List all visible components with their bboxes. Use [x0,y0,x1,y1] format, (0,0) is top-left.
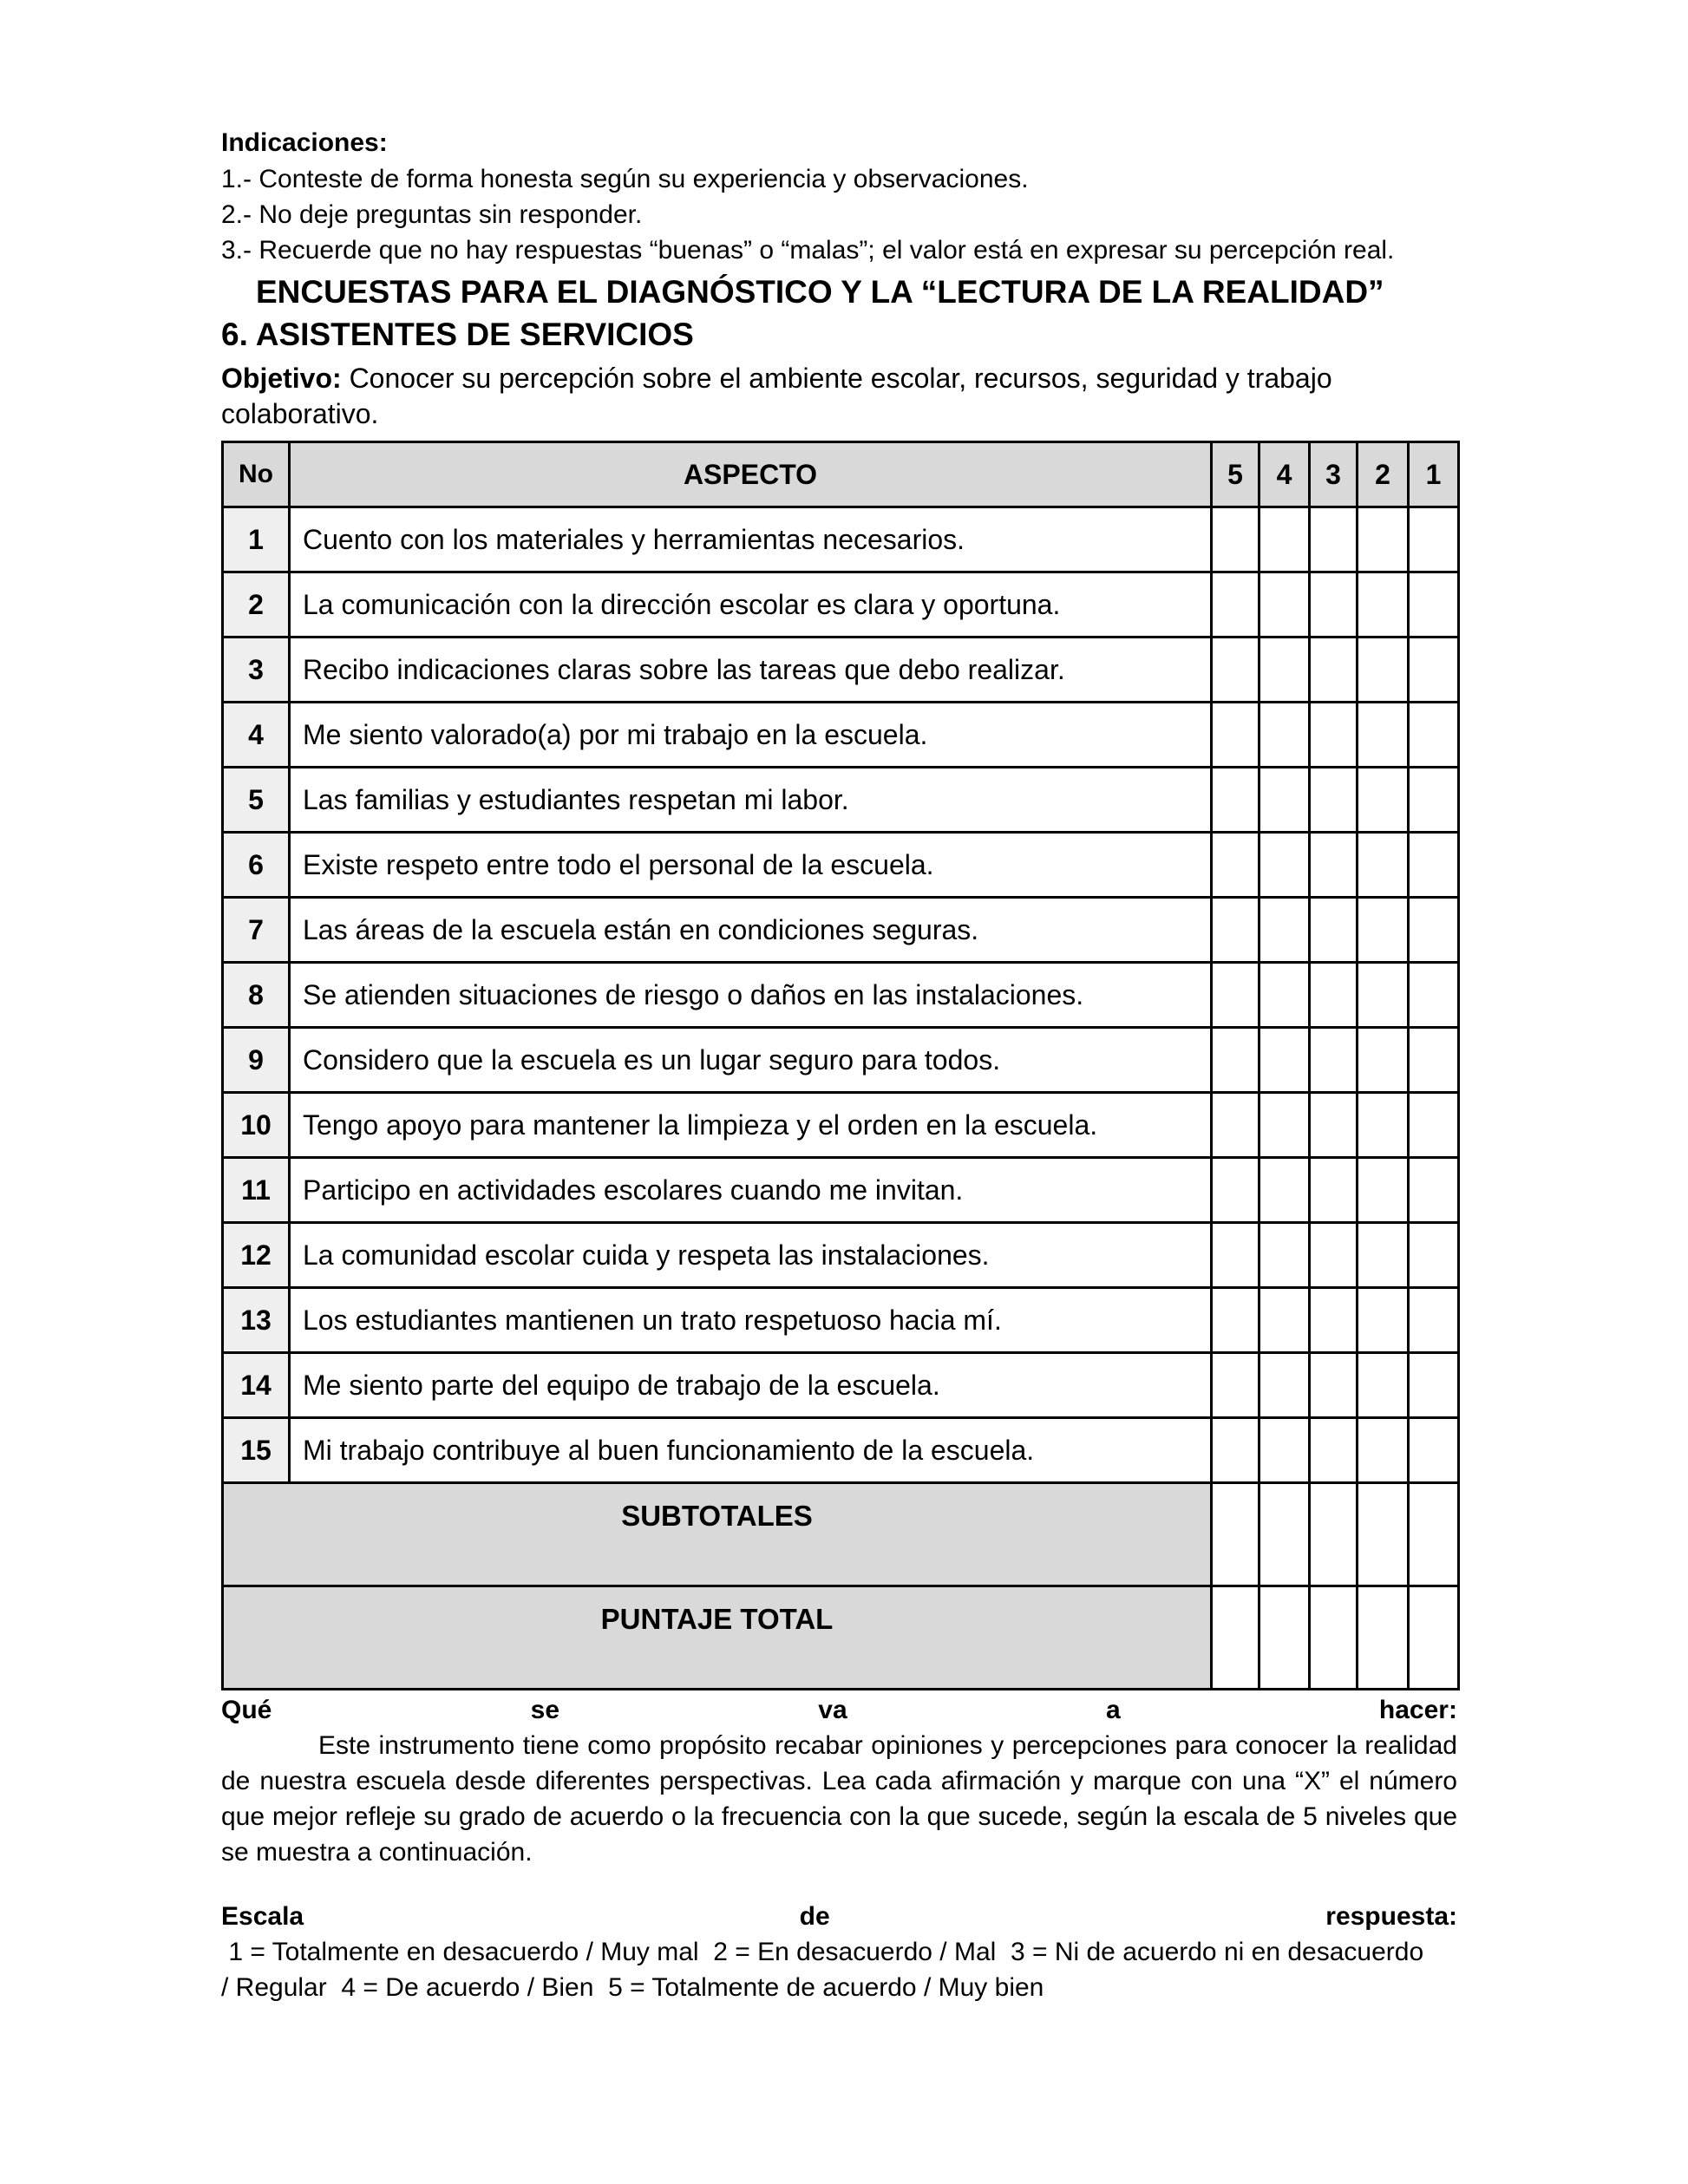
score-cell-3[interactable] [1310,768,1358,833]
table-row [223,1353,1459,1418]
what-to-do-heading [221,1696,1457,1725]
table-header-row [223,442,1459,507]
score-cell-3[interactable] [1310,1028,1358,1093]
subtotal-cell-2[interactable] [1358,1483,1409,1586]
row-aspect: Considero que la escuela es un lugar seguro para todos. [290,1028,1212,1093]
score-cell-5[interactable] [1212,1158,1259,1223]
score-cell-2[interactable] [1358,1093,1409,1158]
score-cell-5[interactable] [1212,1223,1259,1288]
score-cell-2[interactable] [1358,1158,1409,1223]
row-aspect: Mi trabajo contribuye al buen funcionamiento de la escuela. [290,1418,1212,1483]
score-cell-3[interactable] [1310,507,1358,572]
score-cell-3[interactable] [1310,638,1358,703]
table-row [223,1418,1459,1483]
score-cell-3[interactable] [1310,1418,1358,1483]
row-number: 5 [223,768,290,833]
subtotal-cell-4[interactable] [1259,1483,1310,1586]
table-row [223,703,1459,768]
header-score-5: 5 [1212,442,1259,507]
total-cell-2[interactable] [1358,1586,1409,1690]
score-cell-5[interactable] [1212,1418,1259,1483]
score-cell-1[interactable] [1409,1288,1459,1353]
heading-word: respuesta: [1325,1902,1457,1931]
score-cell-5[interactable] [1212,898,1259,963]
row-number: 11 [223,1158,290,1223]
header-score-4: 4 [1259,442,1310,507]
instructions-heading: Indicaciones: [221,128,388,157]
score-cell-1[interactable] [1409,1093,1459,1158]
subtotals-label: SUBTOTALES [223,1483,1212,1586]
score-cell-4[interactable] [1259,1288,1310,1353]
header-score-3: 3 [1310,442,1358,507]
score-cell-3[interactable] [1310,898,1358,963]
row-aspect: Las áreas de la escuela están en condiciones seguras. [290,898,1212,963]
score-cell-5[interactable] [1212,1093,1259,1158]
subtotals-row [223,1483,1459,1586]
survey-table [221,441,1460,1690]
objective-text-2: colaborativo. [221,398,379,429]
score-cell-4[interactable] [1259,768,1310,833]
score-cell-1[interactable] [1409,1028,1459,1093]
score-cell-2[interactable] [1358,768,1409,833]
row-number: 2 [223,572,290,638]
score-cell-5[interactable] [1212,703,1259,768]
table-row [223,1028,1459,1093]
row-aspect: Existe respeto entre todo el personal de la escuela. [290,833,1212,898]
header-no: No [223,442,290,507]
score-cell-4[interactable] [1259,507,1310,572]
score-cell-2[interactable] [1358,833,1409,898]
score-cell-4[interactable] [1259,1353,1310,1418]
total-cell-1[interactable] [1409,1586,1459,1690]
header-aspect: ASPECTO [290,442,1212,507]
score-cell-1[interactable] [1409,963,1459,1028]
row-number: 1 [223,507,290,572]
score-cell-1[interactable] [1409,898,1459,963]
score-cell-1[interactable] [1409,1158,1459,1223]
row-number: 4 [223,703,290,768]
table-row [223,833,1459,898]
score-cell-2[interactable] [1358,1353,1409,1418]
score-cell-1[interactable] [1409,572,1459,638]
score-cell-3[interactable] [1310,1158,1358,1223]
scale-line-2: / Regular 4 = De acuerdo / Bien 5 = Totalmente de acuerdo / Muy bien [221,1973,1044,2002]
section-title: 6. ASISTENTES DE SERVICIOS [221,317,694,352]
table-row [223,1158,1459,1223]
score-cell-1[interactable] [1409,833,1459,898]
header-score-1: 1 [1409,442,1459,507]
score-cell-5[interactable] [1212,1028,1259,1093]
score-cell-1[interactable] [1409,507,1459,572]
heading-word: va [818,1696,847,1724]
table-row [223,638,1459,703]
score-cell-1[interactable] [1409,1418,1459,1483]
scale-line-1: 1 = Totalmente en desacuerdo / Muy mal 2 = En desacuerdo / Mal 3 = Ni de acuerdo ni en desacuerdo [221,1938,1424,1966]
score-cell-2[interactable] [1358,963,1409,1028]
score-cell-2[interactable] [1358,1223,1409,1288]
total-row [223,1586,1459,1690]
objective [221,359,1457,398]
score-cell-3[interactable] [1310,963,1358,1028]
heading-word: de [799,1902,830,1931]
score-cell-4[interactable] [1259,963,1310,1028]
score-cell-3[interactable] [1310,833,1358,898]
row-number: 14 [223,1353,290,1418]
table-row [223,1093,1459,1158]
score-cell-5[interactable] [1212,768,1259,833]
score-cell-3[interactable] [1310,1353,1358,1418]
score-cell-3[interactable] [1310,1223,1358,1288]
row-number: 7 [223,898,290,963]
score-cell-4[interactable] [1259,638,1310,703]
score-cell-5[interactable] [1212,833,1259,898]
table-row [223,768,1459,833]
row-number: 15 [223,1418,290,1483]
heading-word: se [530,1696,560,1724]
subtotal-cell-5[interactable] [1212,1483,1259,1586]
score-cell-4[interactable] [1259,1158,1310,1223]
row-aspect: Me siento parte del equipo de trabajo de la escuela. [290,1353,1212,1418]
heading-word: Qué [221,1696,272,1724]
row-number: 3 [223,638,290,703]
total-cell-5[interactable] [1212,1586,1259,1690]
score-cell-5[interactable] [1212,1353,1259,1418]
score-cell-4[interactable] [1259,1418,1310,1483]
table-row [223,963,1459,1028]
row-number: 6 [223,833,290,898]
score-cell-5[interactable] [1212,963,1259,1028]
total-cell-4[interactable] [1259,1586,1310,1690]
row-number: 10 [223,1093,290,1158]
score-cell-3[interactable] [1310,703,1358,768]
score-cell-2[interactable] [1358,898,1409,963]
score-cell-2[interactable] [1358,1418,1409,1483]
table-row [223,898,1459,963]
instruction-item-1: 1.- Conteste de forma honesta según su experiencia y observaciones. [221,165,1029,193]
row-aspect: Tengo apoyo para mantener la limpieza y el orden en la escuela. [290,1093,1212,1158]
score-cell-4[interactable] [1259,703,1310,768]
survey-title: ENCUESTAS PARA EL DIAGNÓSTICO Y LA “LECTURA DE LA REALIDAD” [256,274,1384,310]
score-cell-2[interactable] [1358,1028,1409,1093]
row-number: 9 [223,1028,290,1093]
row-number: 13 [223,1288,290,1353]
row-aspect: La comunidad escolar cuida y respeta las instalaciones. [290,1223,1212,1288]
score-cell-1[interactable] [1409,768,1459,833]
score-cell-5[interactable] [1212,507,1259,572]
score-cell-2[interactable] [1358,572,1409,638]
row-aspect: Recibo indicaciones claras sobre las tareas que debo realizar. [290,638,1212,703]
heading-word: a [1105,1696,1121,1724]
table-row [223,1288,1459,1353]
row-aspect: Cuento con los materiales y herramientas necesarios. [290,507,1212,572]
score-cell-1[interactable] [1409,638,1459,703]
row-aspect: La comunicación con la dirección escolar es clara y oportuna. [290,572,1212,638]
score-cell-3[interactable] [1310,1093,1358,1158]
instruction-item-2: 2.- No deje preguntas sin responder. [221,200,643,229]
score-cell-4[interactable] [1259,833,1310,898]
score-cell-3[interactable] [1310,572,1358,638]
row-aspect: Participo en actividades escolares cuando me invitan. [290,1158,1212,1223]
score-cell-2[interactable] [1358,1288,1409,1353]
row-aspect: Las familias y estudiantes respetan mi labor. [290,768,1212,833]
score-cell-3[interactable] [1310,1288,1358,1353]
row-number: 8 [223,963,290,1028]
header-score-2: 2 [1358,442,1409,507]
heading-word: Escala [221,1902,304,1931]
score-cell-4[interactable] [1259,1093,1310,1158]
score-cell-4[interactable] [1259,572,1310,638]
scale-heading [221,1902,1457,1932]
score-cell-2[interactable] [1358,703,1409,768]
score-cell-4[interactable] [1259,898,1310,963]
score-cell-5[interactable] [1212,638,1259,703]
subtotal-cell-3[interactable] [1310,1483,1358,1586]
row-aspect: Me siento valorado(a) por mi trabajo en la escuela. [290,703,1212,768]
table-row [223,572,1459,638]
what-to-do-paragraph: Este instrumento tiene como propósito recabar opiniones y percepciones para conocer la realidad de nuestra escuela desde diferentes perspectivas. Lea cada afirmación y marque con una “X” el número que mejor refleje su grado de acuerdo o la frecuencia con la que sucede, según la escala de 5 niveles que se muestra a continuación. [221,1731,1457,1867]
score-cell-1[interactable] [1409,1353,1459,1418]
score-cell-1[interactable] [1409,1223,1459,1288]
subtotal-cell-1[interactable] [1409,1483,1459,1586]
score-cell-1[interactable] [1409,703,1459,768]
table-row [223,1223,1459,1288]
heading-word: hacer: [1378,1696,1457,1724]
objective-label: Objetivo: [221,363,342,394]
row-aspect: Los estudiantes mantienen un trato respetuoso hacia mí. [290,1288,1212,1353]
row-number: 12 [223,1223,290,1288]
instruction-item-3: 3.- Recuerde que no hay respuestas “buenas” o “malas”; el valor está en expresar su percepción real. [221,236,1395,265]
score-cell-2[interactable] [1358,638,1409,703]
table-row [223,507,1459,572]
objective-text-1: Conocer su percepción sobre el ambiente escolar, recursos, seguridad y trabajo [349,363,1332,394]
score-cell-4[interactable] [1259,1028,1310,1093]
row-aspect: Se atienden situaciones de riesgo o daños en las instalaciones. [290,963,1212,1028]
score-cell-2[interactable] [1358,507,1409,572]
total-cell-3[interactable] [1310,1586,1358,1690]
score-cell-5[interactable] [1212,572,1259,638]
score-cell-5[interactable] [1212,1288,1259,1353]
total-label: PUNTAJE TOTAL [223,1586,1212,1690]
score-cell-4[interactable] [1259,1223,1310,1288]
